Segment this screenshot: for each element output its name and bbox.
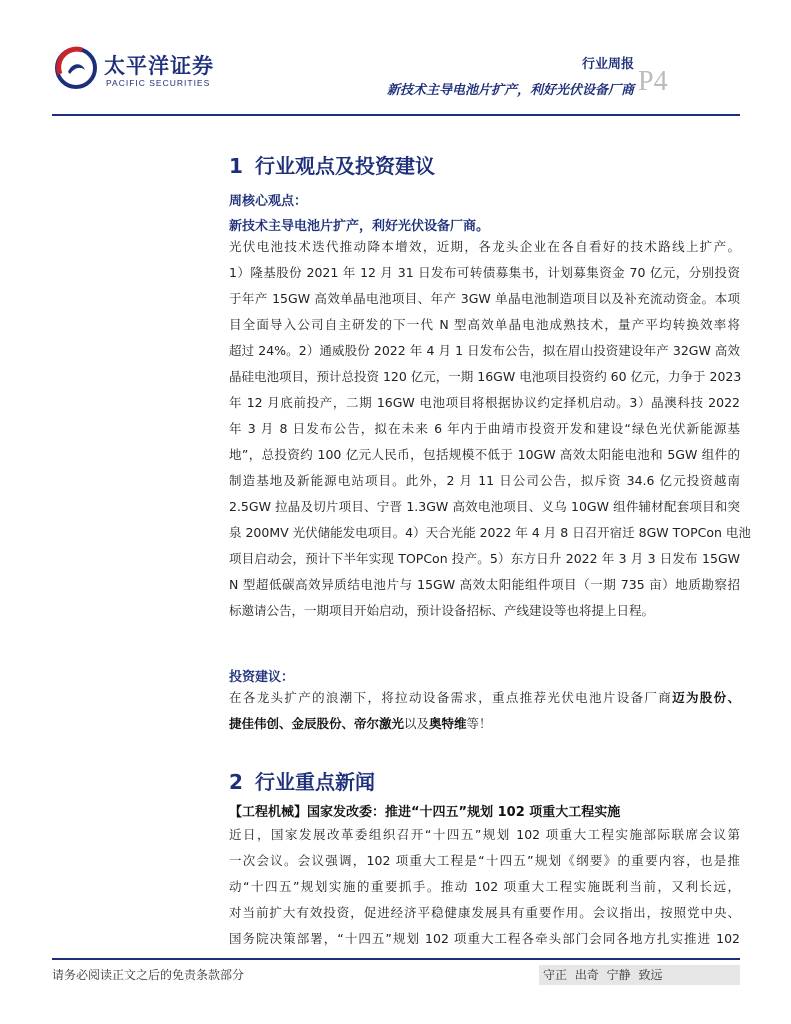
advice-line [229, 685, 740, 711]
section-title: 行业重点新闻 [255, 770, 375, 794]
logo-emblem-icon [52, 44, 100, 92]
section-2-body [229, 822, 740, 952]
section-number: 1 [229, 154, 243, 178]
body-line: 一次会议。会议强调，102 项重大工程是“十四五”规划《纲要》的重要内容，也是推 [229, 853, 740, 868]
body-line: 动“十四五”规划实施的重要抓手。推动 102 项重大工程实施既利当前，又利长远， [229, 879, 740, 894]
section-number: 2 [229, 770, 243, 794]
company-logo [52, 44, 212, 94]
advice-text: 在各龙头扩产的浪潮下，将拉动设备需求，重点推荐光伏电池片设备厂商 [229, 690, 673, 705]
recommended-company: 迈为股份、 [672, 690, 740, 705]
body-line: 于年产 15GW 高效单晶电池项目、年产 3GW 单晶电池制造项目以及补充流动资金。本项 [229, 291, 740, 306]
body-line: 对当前扩大有效投资，促进经济平稳健康发展具有重要作用。会议指出，按照党中央、 [229, 905, 740, 920]
investment-advice-label: 投资建议： [229, 670, 295, 685]
logo-text-en: PACIFIC SECURITIES [106, 78, 211, 88]
investment-advice-body [229, 685, 740, 737]
body-line: 标邀请公告，一期项目开始启动，预计设备招标、产线建设等也将提上日程。 [229, 603, 655, 618]
advice-text: 以及 [404, 716, 430, 731]
news-headline: 【工程机械】国家发改委：推进“十四五”规划 102 项重大工程实施 [229, 805, 621, 820]
section-2-heading [229, 766, 375, 795]
logo-text-cn: 太平洋证券 [104, 54, 214, 78]
body-line: N 型超低碳高效异质结电池片与 15GW 高效太阳能组件项目（一期 735 亩）地质勘察招 [229, 577, 740, 592]
advice-line [229, 711, 740, 737]
section-1-body [229, 234, 751, 624]
body-line: 1）隆基股份 2021 年 12 月 31 日发布可转债募集书，计划募集资金 70 亿元，分别投资 [229, 265, 740, 280]
body-line: 年 3 月 8 日发布公告，拟在未来 6 年内于曲靖市投资开发和建设“绿色光伏新能源基 [229, 421, 740, 436]
body-line: 目全面导入公司自主研发的下一代 N 型高效单晶电池成熟技术，量产平均转换效率将 [229, 317, 740, 332]
page-number: P4 [638, 66, 668, 97]
body-line: 制造基地及新能源电站项目。此外，2 月 11 日公司公告，拟斥资 34.6 亿元投资越南 [229, 473, 740, 488]
core-view-headline: 新技术主导电池片扩产，利好光伏设备厂商。 [229, 219, 490, 234]
disclaimer-note: 请务必阅读正文之后的免责条款部分 [52, 968, 245, 982]
advice-text: 等！ [466, 716, 492, 731]
body-line: 近日，国家发展改革委组织召开“十四五”规划 102 项重大工程实施部际联席会议第 [229, 827, 740, 842]
recommended-company: 奥特维 [429, 716, 467, 731]
body-line: 泉 200MV 光伏储能发电项目。4）天合光能 2022 年 4 月 8 日召开宿迁 8GW TOPCon 电池 [229, 525, 751, 540]
core-view-label: 周核心观点： [229, 194, 308, 209]
body-line: 超过 24%。2）通威股份 2022 年 4 月 1 日发布公告，拟在眉山投资建设年产 32GW 高效 [229, 343, 740, 358]
footer-divider [52, 958, 740, 960]
company-motto: 守正 出奇 宁静 致远 [539, 965, 740, 985]
report-type: 行业周报 [581, 57, 634, 72]
section-title: 行业观点及投资建议 [255, 154, 435, 178]
report-title: 新技术主导电池片扩产，利好光伏设备厂商 [386, 83, 634, 98]
recommended-companies: 捷佳伟创、金辰股份、帝尔激光 [229, 716, 405, 731]
body-line: 国务院决策部署，“十四五”规划 102 项重大工程各牵头部门会同各地方扎实推进 102 [229, 931, 740, 946]
header-divider [52, 114, 740, 116]
body-line: 年 12 月底前投产，二期 16GW 电池项目将根据协议约定择机启动。3）晶澳科技 2022 [229, 395, 740, 410]
body-line: 2.5GW 拉晶及切片项目、宁晋 1.3GW 高效电池项目、义乌 10GW 组件辅材配套项目和突 [229, 499, 740, 514]
body-line: 晶硅电池项目，预计总投资 120 亿元，一期 16GW 电池项目投资约 60 亿元，力争于 2023 [229, 369, 742, 384]
body-line: 地”，总投资约 100 亿元人民币，包括规模不低于 10GW 高效太阳能电池和 5GW 组件的 [229, 447, 740, 462]
body-line: 项目启动会，预计下半年实现 TOPCon 投产。5）东方日升 2022 年 3 月 3 日发布 15GW [229, 551, 740, 566]
body-line: 光伏电池技术迭代推动降本增效，近期，各龙头企业在各自看好的技术路线上扩产。 [229, 239, 740, 254]
section-1-heading [229, 150, 435, 179]
